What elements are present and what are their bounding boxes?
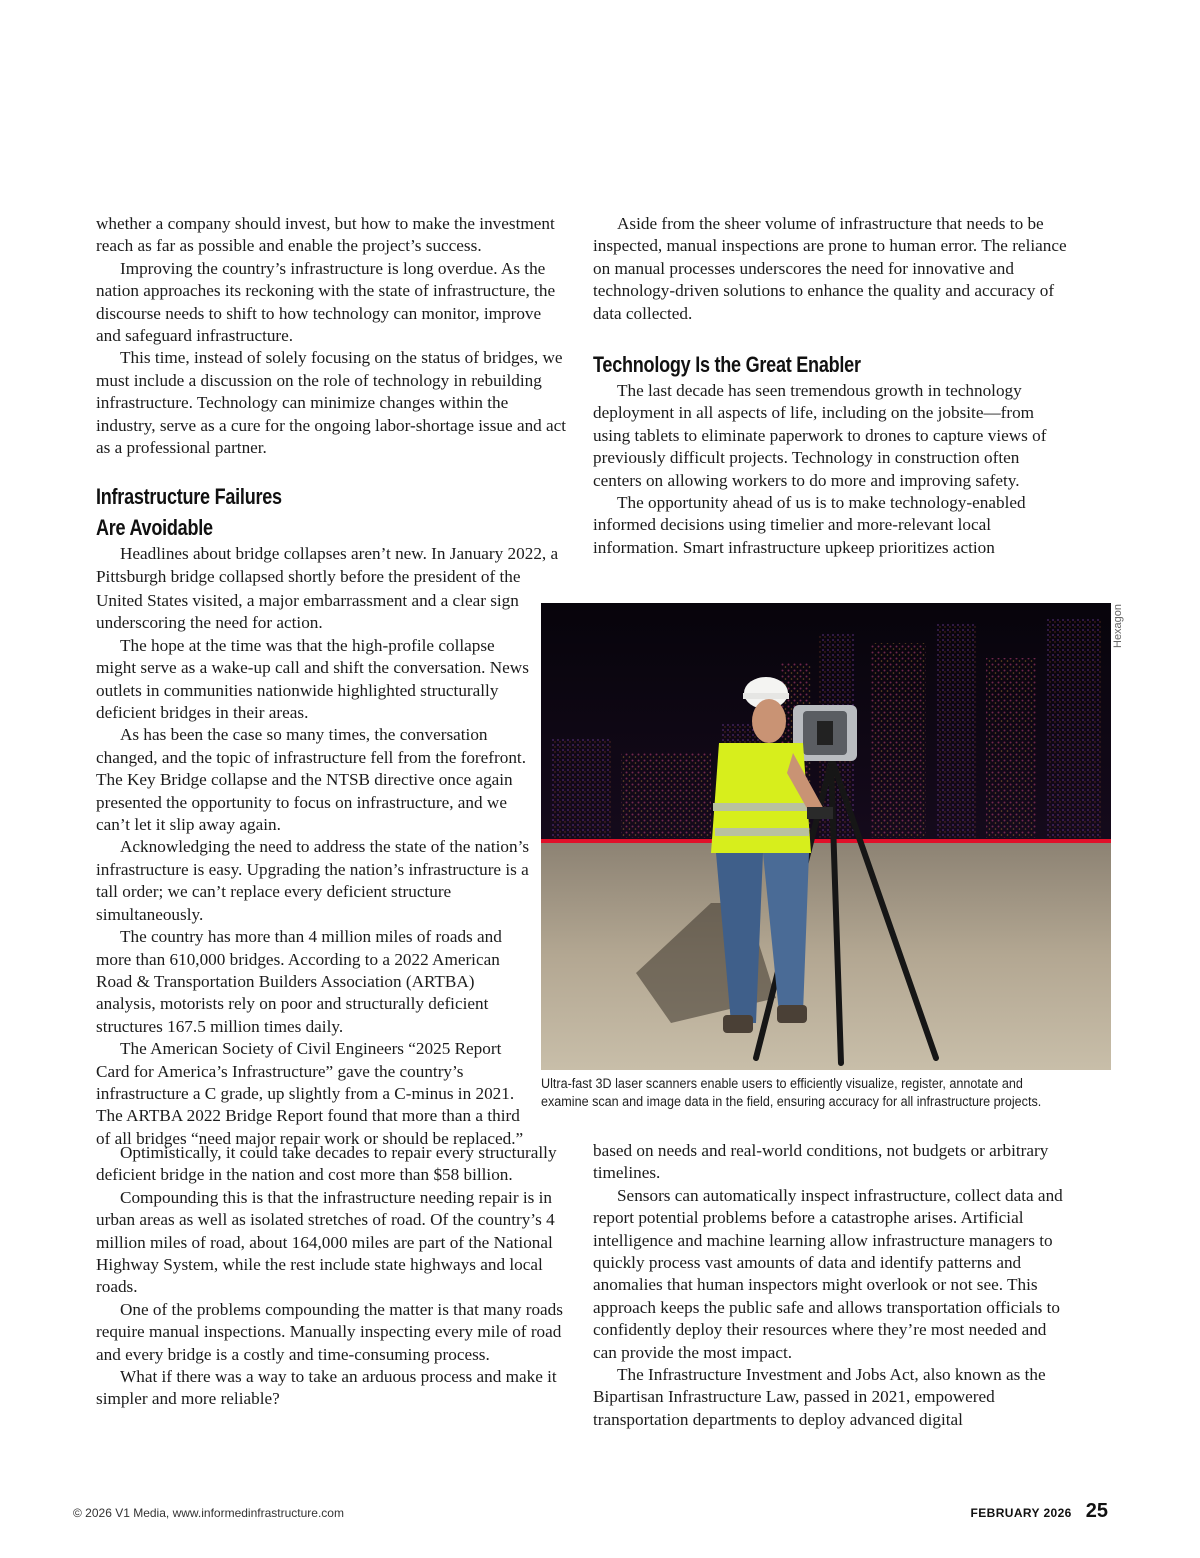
left-column-top (96, 213, 570, 588)
paragraph: What if there was a way to take an arduous process and make it simpler and more reliable? (96, 1367, 557, 1409)
section-heading (96, 481, 485, 543)
section-heading: Technology Is the Great Enabler (593, 352, 861, 378)
photo-laser-scanner (541, 603, 1111, 1070)
right-column-top (593, 213, 1067, 559)
heading-line-1: Infrastructure Failures (96, 484, 282, 510)
paragraph: whether a company should invest, but how to make the investment reach as far as possible and enable the project’s success. (96, 214, 555, 256)
heading-line-2: Are Avoidable (96, 515, 213, 541)
paragraph: Optimistically, it could take decades to repair every structurally deficient bridge in the nation and cost more than $58 billion. (96, 1143, 557, 1185)
issue-date: FEBRUARY 2026 (970, 1506, 1072, 1520)
page-number: 25 (1085, 1500, 1108, 1522)
left-column-bottom (96, 1142, 570, 1411)
paragraph: based on needs and real-world conditions, not budgets or arbitrary timelines. (593, 1141, 1049, 1183)
right-column-bottom (593, 1140, 1067, 1431)
paragraph: United States visited, a major embarrassment and a clear sign underscoring the need for action. (96, 591, 519, 633)
paragraph: Aside from the sheer volume of infrastructure that needs to be inspected, manual inspections are prone to human error. The reliance on manual processes underscores the need for innovative and technology-driven solutions to enhance the quality and accuracy of data collected. (593, 214, 1067, 323)
scan-line (541, 839, 1111, 843)
paragraph: The hope at the time was that the high-profile collapse might serve as a wake-up call and shift the conversation. News outlets in communities nationwide highlighted structurally deficient bridges in their areas. (96, 635, 529, 723)
left-column-wrap (96, 590, 536, 1150)
paragraph: The last decade has seen tremendous growth in technology deployment in all aspects of life, including on the jobsite—from using tablets to eliminate paperwork to drones to capture views of previously difficult projects. Technology in construction often centers on allowing workers to do more and improving safety. (593, 381, 1047, 490)
paragraph: Compounding this is that the infrastructure needing repair is in urban areas as well as isolated stretches of road. Of the country’s 4 million miles of road, about 164,000 miles are part of the National Highway System, while the rest include state highways and local roads. (96, 1187, 555, 1297)
footer-copyright: © 2026 V1 Media, www.informedinfrastructure.com (73, 1506, 344, 1520)
paragraph: The opportunity ahead of us is to make technology-enabled informed decisions using timelier and more-relevant local information. Smart infrastructure upkeep prioritizes action (593, 493, 1026, 557)
paragraph: Improving the country’s infrastructure is long overdue. As the nation approaches its reckoning with the state of infrastructure, the discourse needs to shift to how technology can monitor, improve and safeguard infrastructure. (96, 258, 556, 346)
paragraph: The American Society of Civil Engineers “2025 Report Card for America’s Infrastructure” gave the country’s infrastructure a C grade, up slightly from a C-minus in 2021. The ARTBA 2022 Bridge Report found that more than a third of all bridges “need major repair work or should be replaced.” (96, 1039, 524, 1148)
photo-caption: Ultra-fast 3D laser scanners enable users to efficiently visualize, register, annotate and examine scan and image data in the field, ensuring accuracy for all infrastructure projects. (541, 1076, 1042, 1109)
footer-folio (971, 1500, 1109, 1523)
paragraph: Sensors can automatically inspect infrastructure, collect data and report potential problems before a catastrophe arises. Artificial intelligence and machine learning allow infrastructure managers to quickly process vast amounts of data and identify patterns and anomalies that human inspectors might overlook or not see. This approach keeps the public safe and allows transportation officials to confidently deploy their resources where they’re most needed and can provide the most impact. (593, 1185, 1063, 1362)
photo-illustration (541, 603, 1111, 1070)
photo-credit: Hexagon (1112, 603, 1124, 648)
paragraph: As has been the case so many times, the conversation changed, and the topic of infrastructure fell from the forefront. The Key Bridge collapse and the NTSB directive once again presented the opportunity to focus on infrastructure, and we can’t let it slip away again. (96, 725, 526, 835)
paragraph: Acknowledging the need to address the state of the nation’s infrastructure is easy. Upgrading the nation’s infrastructure is a tall order; we can’t replace every deficient structure simultaneously. (96, 837, 530, 924)
paragraph: Headlines about bridge collapses aren’t new. In January 2022, a Pittsburgh bridge collapsed shortly before the president of the (96, 544, 559, 586)
paragraph: The Infrastructure Investment and Jobs Act, also known as the Bipartisan Infrastructure Law, passed in 2021, empowered transportation departments to deploy advanced digital (593, 1365, 1046, 1429)
paragraph: The country has more than 4 million miles of roads and more than 610,000 bridges. According to a 2022 American Road & Transportation Builders Association (ARTBA) analysis, motorists rely on poor and structurally deficient structures 167.5 million times daily. (96, 927, 502, 1036)
ground (541, 841, 1111, 1070)
paragraph: One of the problems compounding the matter is that many roads require manual inspections. Manually inspecting every mile of road and every bridge is a costly and time-consuming process. (96, 1299, 563, 1364)
paragraph: This time, instead of solely focusing on the status of bridges, we must include a discussion on the role of technology in rebuilding infrastructure. Technology can minimize changes within the industry, serve as a cure for the ongoing labor-shortage issue and act as a professional partner. (96, 348, 567, 458)
